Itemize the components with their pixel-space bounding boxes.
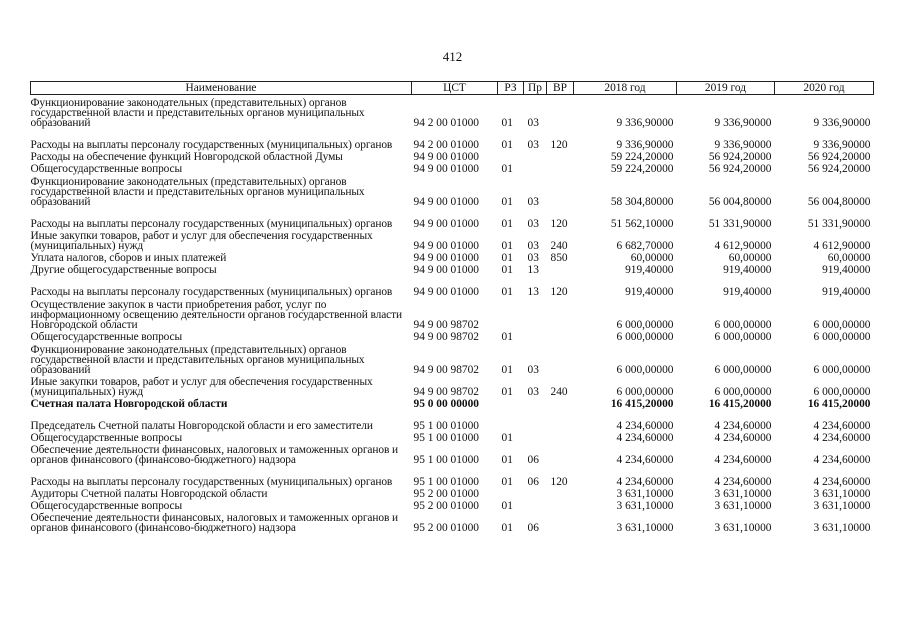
row-cst: 94 9 00 01000	[413, 240, 479, 252]
row-name: Расходы на выплаты персоналу государственных (муниципальных) органов	[30, 139, 393, 151]
row-rz: 01	[501, 240, 513, 252]
row-pr: 03	[527, 139, 539, 151]
row-pr	[524, 150, 547, 162]
row-cst: 95 2 00 01000	[413, 488, 479, 500]
table-row	[31, 487, 874, 499]
row-cst: 95 2 00 01000	[413, 522, 479, 534]
row-vr: 120	[550, 476, 568, 488]
table-row	[31, 275, 874, 297]
row-name: Обеспечение деятельности финансовых, налоговых и таможенных органов и органов финансового (финансово-бюджетного) надзора	[30, 444, 398, 466]
row-value-2018: 3 631,10000	[616, 522, 674, 534]
row-vr	[547, 409, 574, 431]
row-vr	[547, 263, 574, 275]
row-value-2019: 60,00000	[728, 252, 772, 264]
row-vr	[547, 499, 574, 511]
row-cst: 94 9 00 98702	[413, 386, 479, 398]
table-body	[31, 95, 874, 534]
row-value-2019: 16 415,20000	[708, 398, 772, 410]
row-cst: 94 9 00 01000	[413, 196, 479, 208]
table-row	[31, 162, 874, 174]
row-value-2018: 51 562,10000	[610, 218, 674, 230]
row-value-2020: 6 000,00000	[813, 364, 871, 376]
row-name: Счетная палата Новгородской области	[30, 398, 228, 410]
row-vr	[547, 174, 574, 207]
row-pr: 03	[527, 196, 539, 208]
row-vr	[547, 162, 574, 174]
row-name: Функционирование законодательных (представительных) органов государственной власти и представительных органов муниципальных образований	[30, 176, 365, 208]
row-name: Функционирование законодательных (представительных) органов государственной власти и представительных органов муниципальных образований	[30, 344, 365, 376]
row-cst: 95 1 00 01000	[413, 476, 479, 488]
row-value-2020: 56 004,80000	[807, 196, 871, 208]
row-pr	[524, 397, 547, 409]
row-value-2019: 51 331,90000	[708, 218, 772, 230]
table-row	[31, 431, 874, 443]
row-value-2019: 4 612,90000	[714, 240, 772, 252]
row-value-2018: 6 000,00000	[616, 386, 674, 398]
row-cst: 95 1 00 01000	[413, 420, 479, 432]
table-row	[31, 409, 874, 431]
row-value-2019: 3 631,10000	[714, 488, 772, 500]
row-pr: 13	[527, 286, 539, 298]
row-pr	[524, 487, 547, 499]
row-value-2020: 3 631,10000	[813, 522, 871, 534]
table-row	[31, 128, 874, 150]
row-cst: 94 9 00 98702	[413, 364, 479, 376]
row-rz	[498, 409, 524, 431]
header-2019: 2019 год	[677, 82, 775, 95]
row-cst: 94 2 00 01000	[413, 117, 479, 129]
row-value-2019: 9 336,90000	[714, 139, 772, 151]
row-cst: 94 2 00 01000	[413, 139, 479, 151]
row-pr	[524, 499, 547, 511]
page-number: 412	[442, 49, 463, 64]
table-row	[31, 229, 874, 251]
row-value-2020: 3 631,10000	[813, 488, 871, 500]
row-rz: 01	[501, 331, 513, 343]
row-name: Общегосударственные вопросы	[30, 500, 183, 512]
row-value-2020: 56 924,20000	[807, 151, 871, 163]
row-name: Общегосударственные вопросы	[30, 432, 183, 444]
row-vr: 120	[550, 218, 568, 230]
table-row	[31, 511, 874, 533]
row-name: Осуществление закупок в части приобретения работ, услуг по информационному освещению деятельности органов государственной власти Новгородской области	[30, 299, 402, 331]
row-pr: 03	[527, 117, 539, 129]
row-pr: 06	[527, 522, 539, 534]
row-cst: 94 9 00 01000	[413, 264, 479, 276]
row-pr: 03	[527, 386, 539, 398]
row-vr	[547, 431, 574, 443]
row-name: Обеспечение деятельности финансовых, налоговых и таможенных органов и органов финансового (финансово-бюджетного) надзора	[30, 512, 398, 534]
row-value-2018: 16 415,20000	[610, 398, 674, 410]
row-name: Уплата налогов, сборов и иных платежей	[30, 252, 227, 264]
row-vr	[547, 95, 574, 129]
row-rz: 01	[501, 264, 513, 276]
row-rz: 01	[501, 117, 513, 129]
row-cst: 94 9 00 01000	[413, 286, 479, 298]
row-vr	[547, 330, 574, 342]
row-pr: 06	[527, 454, 539, 466]
row-value-2020: 16 415,20000	[807, 398, 871, 410]
header-2020: 2020 год	[775, 82, 874, 95]
row-pr: 03	[527, 252, 539, 264]
row-value-2018: 4 234,60000	[616, 420, 674, 432]
row-vr: 240	[550, 240, 568, 252]
row-pr: 06	[527, 476, 539, 488]
row-cst: 95 0 00 00000	[413, 398, 479, 410]
row-cst: 94 9 00 01000	[413, 151, 479, 163]
row-value-2019: 6 000,00000	[714, 386, 772, 398]
row-vr: 120	[550, 286, 568, 298]
row-value-2019: 919,40000	[723, 286, 772, 298]
row-rz: 01	[501, 252, 513, 264]
table-header-row	[31, 82, 874, 95]
row-cst: 95 1 00 01000	[413, 432, 479, 444]
row-value-2019: 6 000,00000	[714, 364, 772, 376]
header-pr: Пр	[524, 82, 547, 95]
row-value-2020: 9 336,90000	[813, 117, 871, 129]
table-row	[31, 174, 874, 207]
row-value-2020: 56 924,20000	[807, 163, 871, 175]
header-vr: ВР	[547, 82, 574, 95]
row-value-2020: 51 331,90000	[807, 218, 871, 230]
row-name: Функционирование законодательных (представительных) органов государственной власти и представительных органов муниципальных образований	[30, 97, 365, 129]
row-value-2019: 6 000,00000	[714, 319, 772, 331]
row-rz: 01	[501, 454, 513, 466]
row-name: Другие общегосударственные вопросы	[30, 264, 217, 276]
row-pr: 03	[527, 218, 539, 230]
row-rz: 01	[501, 218, 513, 230]
row-value-2020: 6 000,00000	[813, 386, 871, 398]
table-row	[31, 375, 874, 397]
row-rz: 01	[501, 364, 513, 376]
table-row	[31, 397, 874, 409]
row-value-2018: 60,00000	[630, 252, 674, 264]
row-pr	[524, 297, 547, 330]
row-value-2018: 59 224,20000	[610, 151, 674, 163]
row-value-2018: 919,40000	[625, 286, 674, 298]
row-rz: 01	[501, 386, 513, 398]
row-value-2018: 9 336,90000	[616, 117, 674, 129]
table-row	[31, 330, 874, 342]
row-vr: 240	[550, 386, 568, 398]
row-pr: 03	[527, 364, 539, 376]
row-rz: 01	[501, 163, 513, 175]
row-rz: 01	[501, 500, 513, 512]
row-value-2018: 4 234,60000	[616, 476, 674, 488]
table-row	[31, 251, 874, 263]
row-rz	[498, 297, 524, 330]
row-value-2020: 4 234,60000	[813, 420, 871, 432]
row-rz: 01	[501, 522, 513, 534]
table-row	[31, 297, 874, 330]
row-cst: 94 9 00 98702	[413, 319, 479, 331]
row-value-2020: 4 612,90000	[813, 240, 871, 252]
row-name: Расходы на обеспечение функций Новгородской областной Думы	[30, 151, 343, 163]
row-value-2020: 9 336,90000	[813, 139, 871, 151]
row-name: Расходы на выплаты персоналу государственных (муниципальных) органов	[30, 218, 393, 230]
row-value-2020: 60,00000	[827, 252, 871, 264]
row-value-2018: 3 631,10000	[616, 500, 674, 512]
row-vr	[547, 150, 574, 162]
row-pr	[524, 409, 547, 431]
row-rz: 01	[501, 196, 513, 208]
row-cst: 94 9 00 01000	[413, 218, 479, 230]
header-name: Наименование	[31, 82, 412, 95]
row-value-2018: 919,40000	[625, 264, 674, 276]
row-value-2019: 9 336,90000	[714, 117, 772, 129]
row-name: Общегосударственные вопросы	[30, 331, 183, 343]
row-pr	[524, 330, 547, 342]
row-rz	[498, 150, 524, 162]
table-row	[31, 150, 874, 162]
row-value-2020: 4 234,60000	[813, 454, 871, 466]
header-rz: РЗ	[498, 82, 524, 95]
row-value-2019: 6 000,00000	[714, 331, 772, 343]
row-value-2019: 56 924,20000	[708, 163, 772, 175]
row-cst: 95 2 00 01000	[413, 500, 479, 512]
row-value-2018: 59 224,20000	[610, 163, 674, 175]
row-pr: 03	[527, 240, 539, 252]
header-cst: ЦСТ	[412, 82, 498, 95]
row-cst: 95 1 00 01000	[413, 454, 479, 466]
row-value-2018: 6 000,00000	[616, 319, 674, 331]
row-value-2020: 3 631,10000	[813, 500, 871, 512]
row-name: Иные закупки товаров, работ и услуг для обеспечения государственных (муниципальных) нужд	[30, 376, 373, 398]
table-row	[31, 263, 874, 275]
table-row	[31, 465, 874, 487]
row-value-2018: 6 682,70000	[616, 240, 674, 252]
row-name: Аудиторы Счетной палаты Новгородской области	[30, 488, 268, 500]
row-value-2018: 4 234,60000	[616, 432, 674, 444]
row-cst: 94 9 00 98702	[413, 331, 479, 343]
table-row	[31, 207, 874, 229]
row-value-2018: 6 000,00000	[616, 331, 674, 343]
row-value-2020: 4 234,60000	[813, 432, 871, 444]
table-row	[31, 95, 874, 129]
row-name: Председатель Счетной палаты Новгородской области и его заместители	[30, 420, 373, 432]
row-rz: 01	[501, 476, 513, 488]
row-value-2019: 919,40000	[723, 264, 772, 276]
row-value-2019: 3 631,10000	[714, 500, 772, 512]
row-vr: 120	[550, 139, 568, 151]
row-rz: 01	[501, 139, 513, 151]
row-rz	[498, 487, 524, 499]
row-value-2019: 56 924,20000	[708, 151, 772, 163]
row-value-2020: 6 000,00000	[813, 331, 871, 343]
row-value-2020: 919,40000	[822, 264, 871, 276]
row-pr	[524, 162, 547, 174]
row-value-2019: 3 631,10000	[714, 522, 772, 534]
table-row	[31, 443, 874, 465]
table-row	[31, 342, 874, 375]
row-name: Расходы на выплаты персоналу государственных (муниципальных) органов	[30, 286, 393, 298]
row-rz	[498, 397, 524, 409]
row-vr	[547, 443, 574, 465]
row-pr: 13	[527, 264, 539, 276]
row-vr	[547, 487, 574, 499]
row-value-2020: 919,40000	[822, 286, 871, 298]
row-vr: 850	[550, 252, 568, 264]
row-value-2018: 58 304,80000	[610, 196, 674, 208]
row-rz: 01	[501, 432, 513, 444]
row-cst: 94 9 00 01000	[413, 252, 479, 264]
row-vr	[547, 397, 574, 409]
table-row	[31, 499, 874, 511]
row-vr	[547, 511, 574, 533]
row-pr	[524, 431, 547, 443]
row-value-2019: 4 234,60000	[714, 476, 772, 488]
row-value-2020: 6 000,00000	[813, 319, 871, 331]
row-value-2018: 6 000,00000	[616, 364, 674, 376]
row-vr	[547, 342, 574, 375]
row-value-2020: 4 234,60000	[813, 476, 871, 488]
row-value-2019: 4 234,60000	[714, 454, 772, 466]
row-cst: 94 9 00 01000	[413, 163, 479, 175]
budget-table	[30, 81, 874, 533]
row-value-2018: 4 234,60000	[616, 454, 674, 466]
row-value-2019: 56 004,80000	[708, 196, 772, 208]
row-rz: 01	[501, 286, 513, 298]
row-value-2018: 3 631,10000	[616, 488, 674, 500]
row-name: Иные закупки товаров, работ и услуг для обеспечения государственных (муниципальных) нужд	[30, 230, 373, 252]
row-value-2018: 9 336,90000	[616, 139, 674, 151]
row-name: Расходы на выплаты персоналу государственных (муниципальных) органов	[30, 476, 393, 488]
row-vr	[547, 297, 574, 330]
row-value-2019: 4 234,60000	[714, 420, 772, 432]
header-2018: 2018 год	[574, 82, 677, 95]
row-value-2019: 4 234,60000	[714, 432, 772, 444]
row-name: Общегосударственные вопросы	[30, 163, 183, 175]
